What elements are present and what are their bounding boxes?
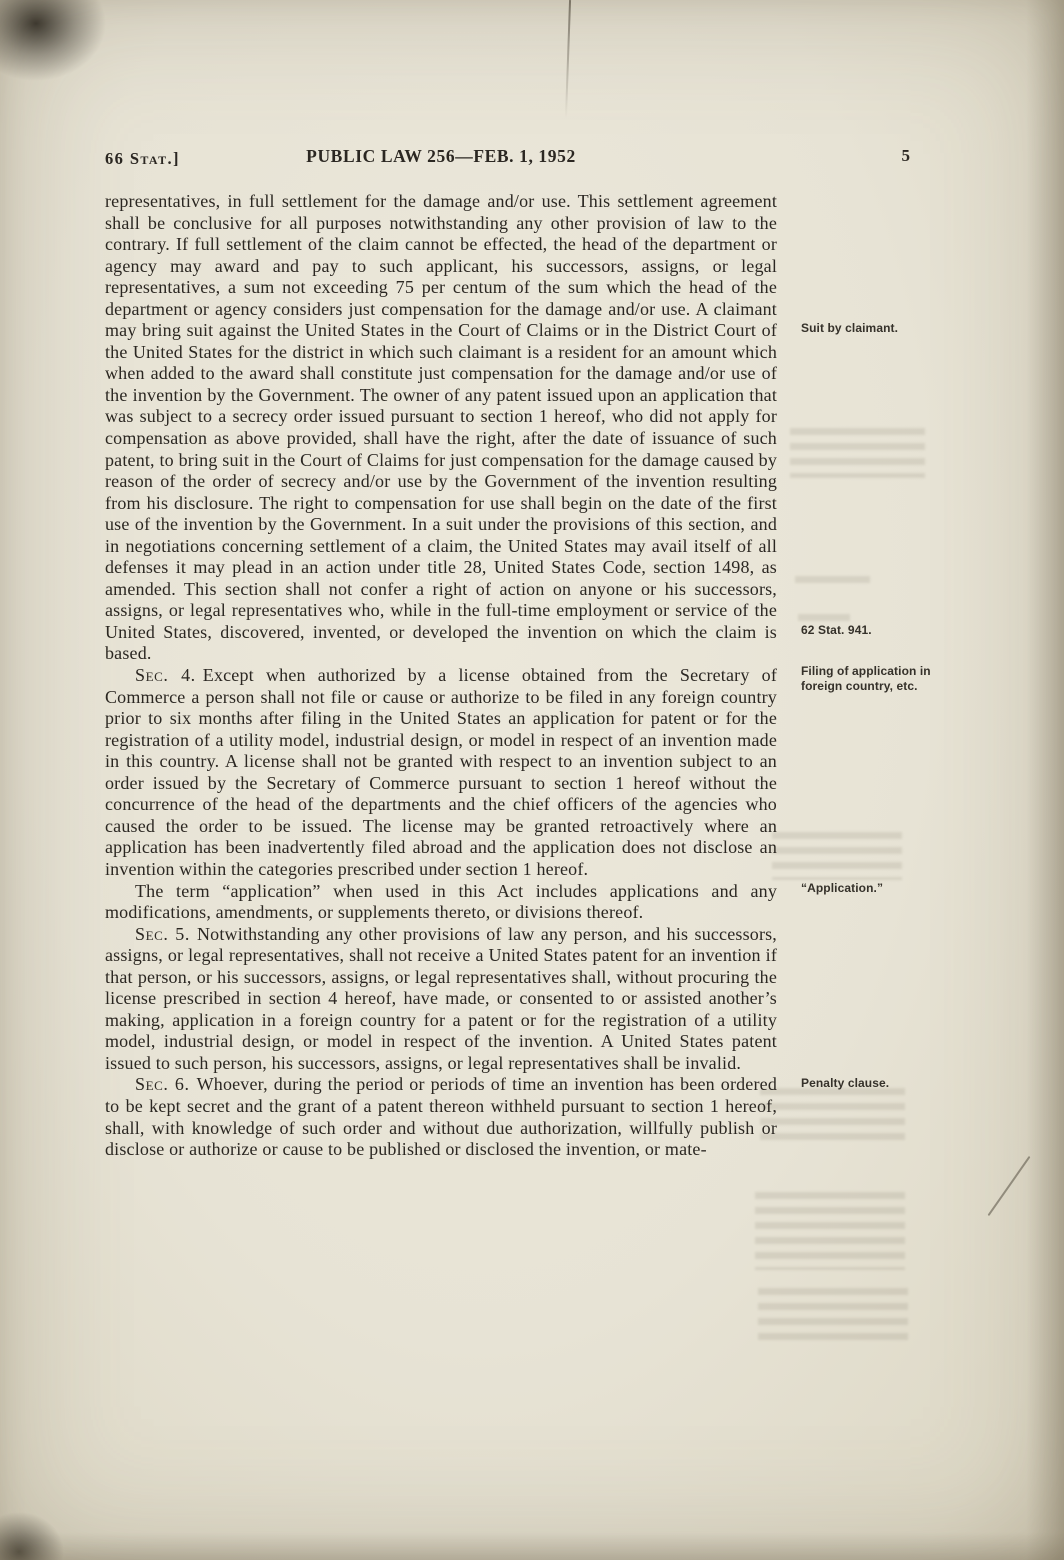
paragraph-continuation — [105, 191, 899, 665]
section-6-paragraph — [105, 1074, 890, 1160]
section-number: Sec. 6. — [135, 1074, 190, 1095]
section-number: Sec. 5. — [135, 923, 190, 944]
margin-note-filing-foreign: Filing of application in foreign country, etc. — [801, 664, 931, 693]
page-number: 5 — [901, 146, 910, 165]
scan-smudge-top-left — [0, 0, 106, 81]
bleed-through-text — [795, 576, 870, 588]
page-edge-shadow-bottom — [0, 1532, 1064, 1560]
page-header — [105, 146, 910, 172]
paragraph-text: The term “application” when used in this Act includes applications and any modifications, amendments, or supplements thereto, or divisions thereof. — [105, 880, 777, 923]
law-title: PUBLIC LAW 256—FEB. 1, 1952 — [306, 146, 576, 166]
page-edge-shadow-right — [1026, 0, 1064, 1560]
paragraph-text: Notwithstanding any other provisions of law any person, and his successors, assigns, or legal representatives, shall not receive a United States patent for an invention if that person, or his successors, assigns, or legal representatives shall, without procuring the license prescribed in section 4 hereof, have made, or consented to or assisted another’s making, application in a foreign country for a patent or for the registration of a utility model, industrial design, or model in respect of the invention. A United States patent issued to such person, his successors, assigns, or legal representatives shall be invalid. — [105, 923, 777, 1073]
paragraph-text: Except when authorized by a license obtained from the Secretary of Commerce a person shall not file or cause or authorize to be filed in any foreign country prior to six months after filing in the United States an application for patent or for the registration of a utility model, industrial design, or model in respect of an invention made in this country. A license shall not be granted with respect to an invention subject to an order issued by the Secretary of Commerce pursuant to section 1 hereof without the concurrence of the head of the departments and the chief officers of the agencies who caused the order to be issued. The license may be granted retroactively where an application has been inadvertently filed abroad and the application does not disclose an invention within the categories prescribed under section 1 hereof. — [105, 665, 777, 879]
application-definition-paragraph — [105, 880, 884, 924]
stat-citation: 66 Stat.] — [105, 149, 180, 168]
scan-crease — [565, 0, 571, 118]
paragraph-text: representatives, in full settlement for the damage and/or use. This settlement agreement shall be conclusive for all purposes notwithstanding any other provision of law to the contrary. If full settlement of the claim cannot be effected, the head of the department or agency may award and pay to such applicant, his successors, assigns, or legal representatives, a sum not exceeding 75 per centum of the sum which the head of the department or agency considers just compensation for the damage and/or use. A claimant may bring suit against the United States in the Court of Claims or in the District Court of the United States for the district in which such claimant is a resident for an amount which when added to the award shall constitute just compensation for the damage and/or use of the invention by the Government. The owner of any patent issued upon an application that was subject to a secrecy order issued pursuant to section 1 hereof, who did not apply for compensation as above provided, shall have the right, after the date of issuance of such patent, to bring suit in the Court of Claims for just compensation for the damage caused by reason of the order of secrecy and/or use by the Government of the invention resulting from his disclosure. The right to compensation for use shall begin on the date of the first use of the invention by the Government. In a suit under the provisions of this section, and in negotiations concerning settlement of a claim, the United States may avail itself of all defenses it may plead in an action under title 28, United States Code, section 1498, as amended. This section shall not confer a right of action on anyone or his successors, assigns, or legal representatives who, while in the full-time employment or service of the United States, discovered, invented, or developed the invention on which the claim is based. — [105, 191, 777, 664]
margin-note-application: “Application.” — [801, 880, 884, 895]
margin-note-suit-by-claimant: Suit by claimant. — [801, 321, 899, 335]
bleed-through-text — [772, 832, 902, 880]
bleed-through-text — [790, 428, 925, 478]
section-5-paragraph — [105, 924, 777, 1075]
scan-scratch — [988, 1156, 1031, 1216]
bleed-through-text — [760, 1088, 905, 1146]
section-4-paragraph — [105, 664, 931, 880]
margin-note-penalty-clause: Penalty clause. — [801, 1076, 890, 1091]
statute-text — [105, 191, 931, 1161]
margin-note-62-stat-941: 62 Stat. 941. — [801, 623, 872, 637]
paragraph-text: Whoever, during the period or periods of time an invention has been ordered to be kept secret and the grant of a patent thereon withheld pursuant to section 1 hereof, shall, with knowledge of such order and without due authorization, willfully publish or disclose or authorize or cause to be published or disclosed the invention, or mate- — [105, 1074, 777, 1160]
bleed-through-text — [758, 1288, 908, 1340]
bleed-through-text — [755, 1192, 905, 1270]
section-number: Sec. 4. — [135, 665, 196, 686]
